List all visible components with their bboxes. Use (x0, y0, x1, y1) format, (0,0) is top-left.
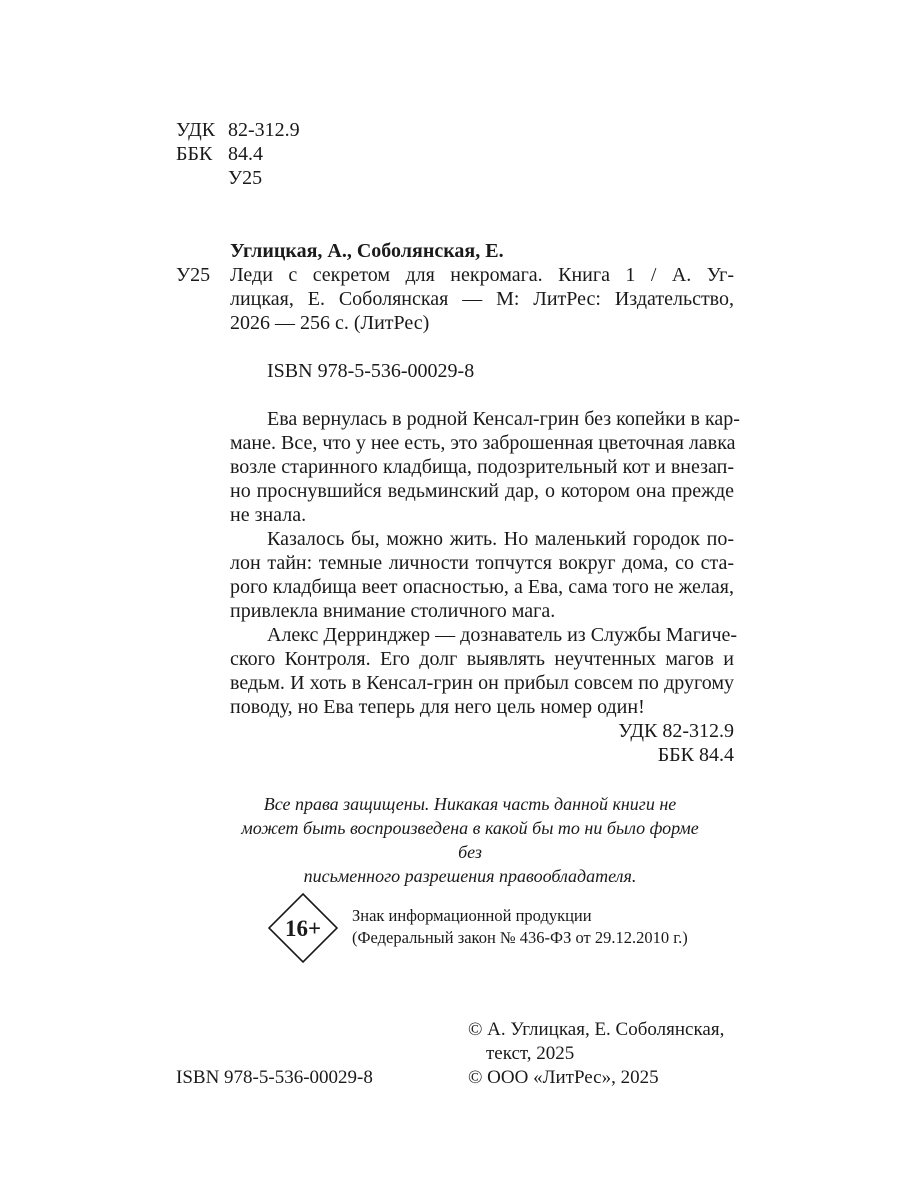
annotation-line: ведьм. И хоть в Кенсал-грин он прибыл совсем по другому (230, 672, 734, 694)
annotation-line: но проснувшийся ведьминский дар, о котором она прежде (230, 480, 734, 502)
isbn-record: ISBN 978-5-536-00029-8 (267, 360, 475, 382)
annotation-line: Ева вернулась в родной Кенсал-грин без копейки в кар- (267, 408, 740, 430)
age-rating-note-line: Знак информационной продукции (352, 906, 592, 925)
author-sign-record: У25 (176, 264, 211, 286)
udk-label: УДК (176, 119, 216, 141)
annotation-line: Алекс Дерринджер — дознаватель из Службы Магиче- (267, 624, 738, 646)
annotation-line: лон тайн: темные личности топчутся вокруг дома, со ста- (230, 552, 734, 574)
age-rating-note-line: (Федеральный закон № 436-ФЗ от 29.12.2010 г.) (352, 928, 688, 947)
bib-line: Леди с секретом для некромага. Книга 1 / А. Уг- (230, 264, 734, 286)
copyright-line: © ООО «ЛитРес», 2025 (468, 1067, 659, 1088)
age-rating-note (352, 905, 688, 949)
annotation-line: рого кладбища веет опасностью, а Ева, сама того не желая, (230, 576, 734, 598)
copyright-line: текст, 2025 (486, 1043, 575, 1064)
annotation-line: поводу, но Ева теперь для него цель номер один! (230, 696, 645, 718)
annotation-line: ского Контроля. Его долг выявлять неучтенных магов и (230, 648, 734, 670)
age-rating-badge (268, 893, 338, 963)
bib-line: лицкая, Е. Соболянская — М: ЛитРес: Издательство, (230, 288, 734, 310)
isbn-footer: ISBN 978-5-536-00029-8 (176, 1067, 373, 1088)
bib-line: 2026 — 256 с. (ЛитРес) (230, 312, 430, 334)
udk-right: УДК 82-312.9 (618, 720, 734, 742)
age-rating-label: 16+ (284, 916, 322, 941)
rights-notice (240, 792, 700, 888)
udk-line (176, 118, 300, 142)
author-sign-header: У25 (228, 167, 263, 189)
copyright-block (468, 1018, 724, 1090)
annotation-line: Казалось бы, можно жить. Но маленький городок по- (267, 528, 734, 550)
rights-line: Все права защищены. Никакая часть данной книги не (263, 794, 677, 814)
udk-value: 82-312.9 (228, 119, 300, 141)
annotation-line: не знала. (230, 504, 307, 526)
rights-line: письменного разрешения правообладателя. (303, 866, 637, 886)
annotation-line: привлекла внимание столичного мага. (230, 600, 556, 622)
authors-heading: Углицкая, А., Соболянская, Е. (230, 240, 504, 262)
bibliographic-description (230, 263, 734, 335)
rights-line: может быть воспроизведена в какой бы то ни было форме без (241, 818, 699, 862)
annotation-line: мане. Все, что у нее есть, это заброшенная цветочная лавка (230, 432, 736, 454)
bbk-right: ББК 84.4 (657, 744, 734, 766)
bbk-line (176, 142, 263, 166)
annotation-line: возле старинного кладбища, подозрительный кот и внезап- (230, 456, 734, 478)
annotation (230, 407, 740, 719)
bbk-value: 84.4 (228, 143, 263, 165)
copyright-line: © А. Углицкая, Е. Соболянская, (468, 1019, 725, 1040)
bbk-label: ББК (176, 143, 213, 165)
